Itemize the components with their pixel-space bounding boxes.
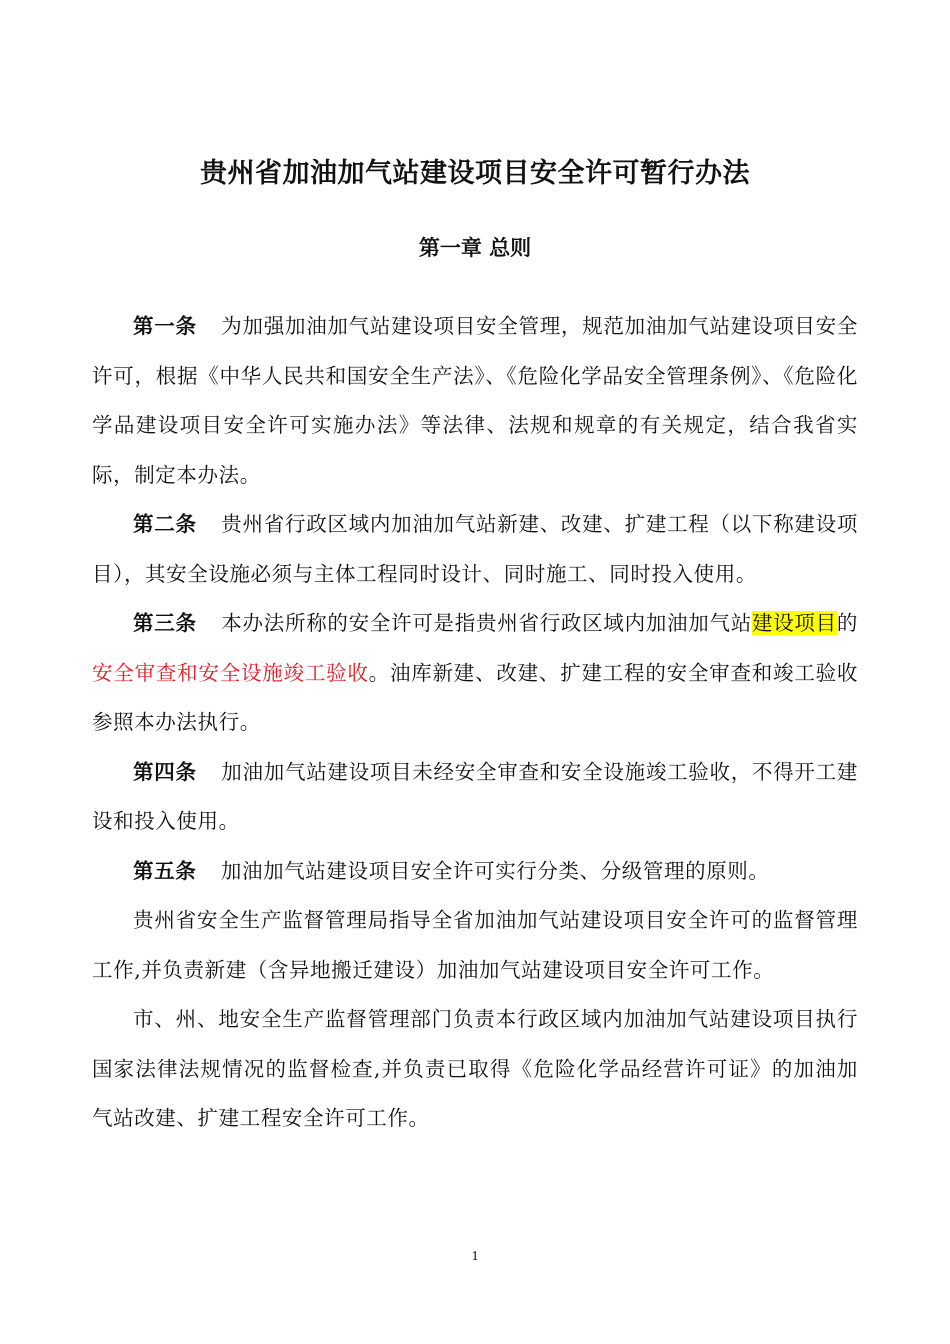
body-paragraph: 市、州、地安全生产监督管理部门负责本行政区域内加油加气站建设项目执行国家法律法规情况的监督检查,并负责已取得《危险化学品经营许可证》的加油加气站改建、扩建工程安全许可工作。 (92, 1007, 858, 1130)
article-text: 。油库新建、改建、扩建工程的安全审查和竣工验收参照本办法执行。 (92, 660, 858, 734)
article-2 (92, 500, 858, 599)
document-body (92, 302, 858, 1144)
highlighted-text: 建设项目 (751, 611, 837, 635)
article-text: 的 (836, 611, 858, 635)
article-text: 为加强加油加气站建设项目安全管理，规范加油加气站建设项目安全许可，根据《中华人民共和国安全生产法》、《危险化学品安全管理条例》、《危险化学品建设项目安全许可实施办法》等法律、法规和规章的有关规定，结合我省实际，制定本办法。 (92, 314, 858, 487)
article-3 (92, 599, 858, 748)
article-1 (92, 302, 858, 500)
article-text: 本办法所称的安全许可是指贵州省行政区域内加油加气站 (221, 611, 752, 635)
article-label: 第三条 (133, 611, 197, 635)
article-text: 贵州省行政区域内加油加气站新建、改建、扩建工程（以下称建设项目），其安全设施必须与主体工程同时设计、同时施工、同时投入使用。 (92, 512, 858, 586)
chapter-heading: 第一章 总则 (418, 236, 532, 260)
document-title: 贵州省加油加气站建设项目安全许可暂行办法 (200, 158, 750, 189)
article-label: 第五条 (133, 858, 197, 883)
red-emphasis-text: 安全审查和安全设施竣工验收 (92, 660, 369, 685)
article-label: 第二条 (133, 512, 197, 536)
article-label: 第一条 (133, 314, 197, 338)
article-text: 加油加气站建设项目安全许可实行分类、分级管理的原则。 (220, 858, 770, 883)
article-5 (92, 847, 858, 897)
article-label: 第四条 (133, 759, 197, 784)
body-paragraph: 贵州省安全生产监督管理局指导全省加油加气站建设项目安全许可的监督管理工作,并负责新建（含异地搬迁建设）加油加气站建设项目安全许可工作。 (92, 908, 858, 982)
article-text: 加油加气站建设项目未经安全审查和安全设施竣工验收，不得开工建设和投入使用。 (92, 759, 858, 833)
article-4 (92, 748, 858, 847)
page-number: 1 (471, 1249, 479, 1264)
